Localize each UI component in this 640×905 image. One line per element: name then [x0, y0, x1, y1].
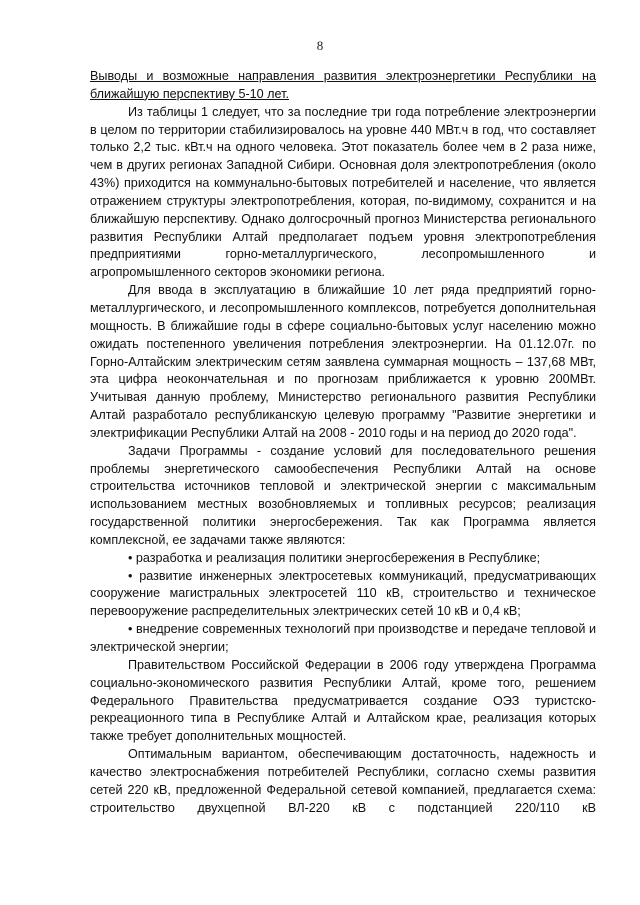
paragraph-additional-capacity: Для ввода в эксплуатацию в ближайшие 10 лет ряда предприятий горно-металлургического, и лесопромышленного комплексов, потребуется дополнительная мощность. В ближайшие годы в сфере социально-бытовых услуг населению можно ожидать постепенного увеличения потребления электроэнергии. На 01.12.07г. по Горно-Алтайским электрическим сетям заявлена суммарная мощность – 137,68 МВт, эта цифра неокончательная и по прогнозам приближается к уровню 200МВт. Учитывая данную проблему, Министерство регионального развития Республики Алтай разработало республиканскую целевую программу "Развитие энергетики и электрификации Республики Алтай на 2008 - 2010 годы и на период до 2020 года".	[90, 283, 596, 440]
paragraph-optimal-variant: Оптимальным вариантом, обеспечивающим достаточность, надежность и качество электроснабжения потребителей Республики, согласно схемы развития сетей 220 кВ, предложенной Федеральной сетевой компанией, предлагается схема: строительство двухцепной ВЛ-220 кВ с подстанцией 220/110 кВ	[90, 747, 596, 815]
bullet-grid-development: • развитие инженерных электросетевых коммуникаций, предусматривающих сооружение магистральных электросетей 110 кВ, строительство и техническое перевооружение распределительных электрических сетей 10 кВ и 0,4 кВ;	[90, 568, 596, 619]
paragraph-electricity-consumption: Из таблицы 1 следует, что за последние три года потребление электроэнергии в целом по территории стабилизировалось на уровне 440 МВт.ч в год, что составляет только 2,2 тыс. кВт.ч на одного человека. Этот показатель более чем в 2 раза ниже, чем в других регионах Западной Сибири. Основная доля электропотребления (около 43%) приходится на коммунально-бытовых потребителей и население, что является отражением структуры электропотребления, которая, по-видимому, сохранится и на ближайшую перспективу. Однако долгосрочный прогноз Министерства регионального развития Республики Алтай предполагает подъем уровня электропотребления предприятиями горно-металлургического, лесопромышленного и агропромышленного секторов экономики региона.	[90, 104, 596, 280]
paragraph-government-program: Правительством Российской Федерации в 2006 году утверждена Программа социально-экономического развития Республики Алтай, кроме того, решением Федерального Правительства предусматривается создание ОЭЗ туристско-рекреационного типа в Республике Алтай и Алтайском крае, реализация которых также требует дополнительных мощностей.	[90, 657, 596, 744]
bullet-energy-saving: • разработка и реализация политики энергосбережения в Республике;	[128, 550, 541, 565]
page-number: 8	[316, 38, 324, 53]
paragraph-program-tasks: Задачи Программы - создание условий для последовательного решения проблемы энергетического самообеспечения Республики Алтай на основе строительства источников тепловой и электрической энергии с максимальным использованием местных возобновляемых и топливных ресурсов; реализация государственной политики энергосбережения. Так как Программа является комплексной, ее задачами также являются:	[90, 443, 596, 547]
section-heading: Выводы и возможные направления развития электроэнергетики Республики на ближайшую перспективу 5-10 лет.	[90, 69, 596, 101]
page-body	[90, 68, 596, 817]
bullet-modern-technologies: • внедрение современных технологий при производстве и передаче тепловой и электрической энергии;	[90, 622, 596, 654]
